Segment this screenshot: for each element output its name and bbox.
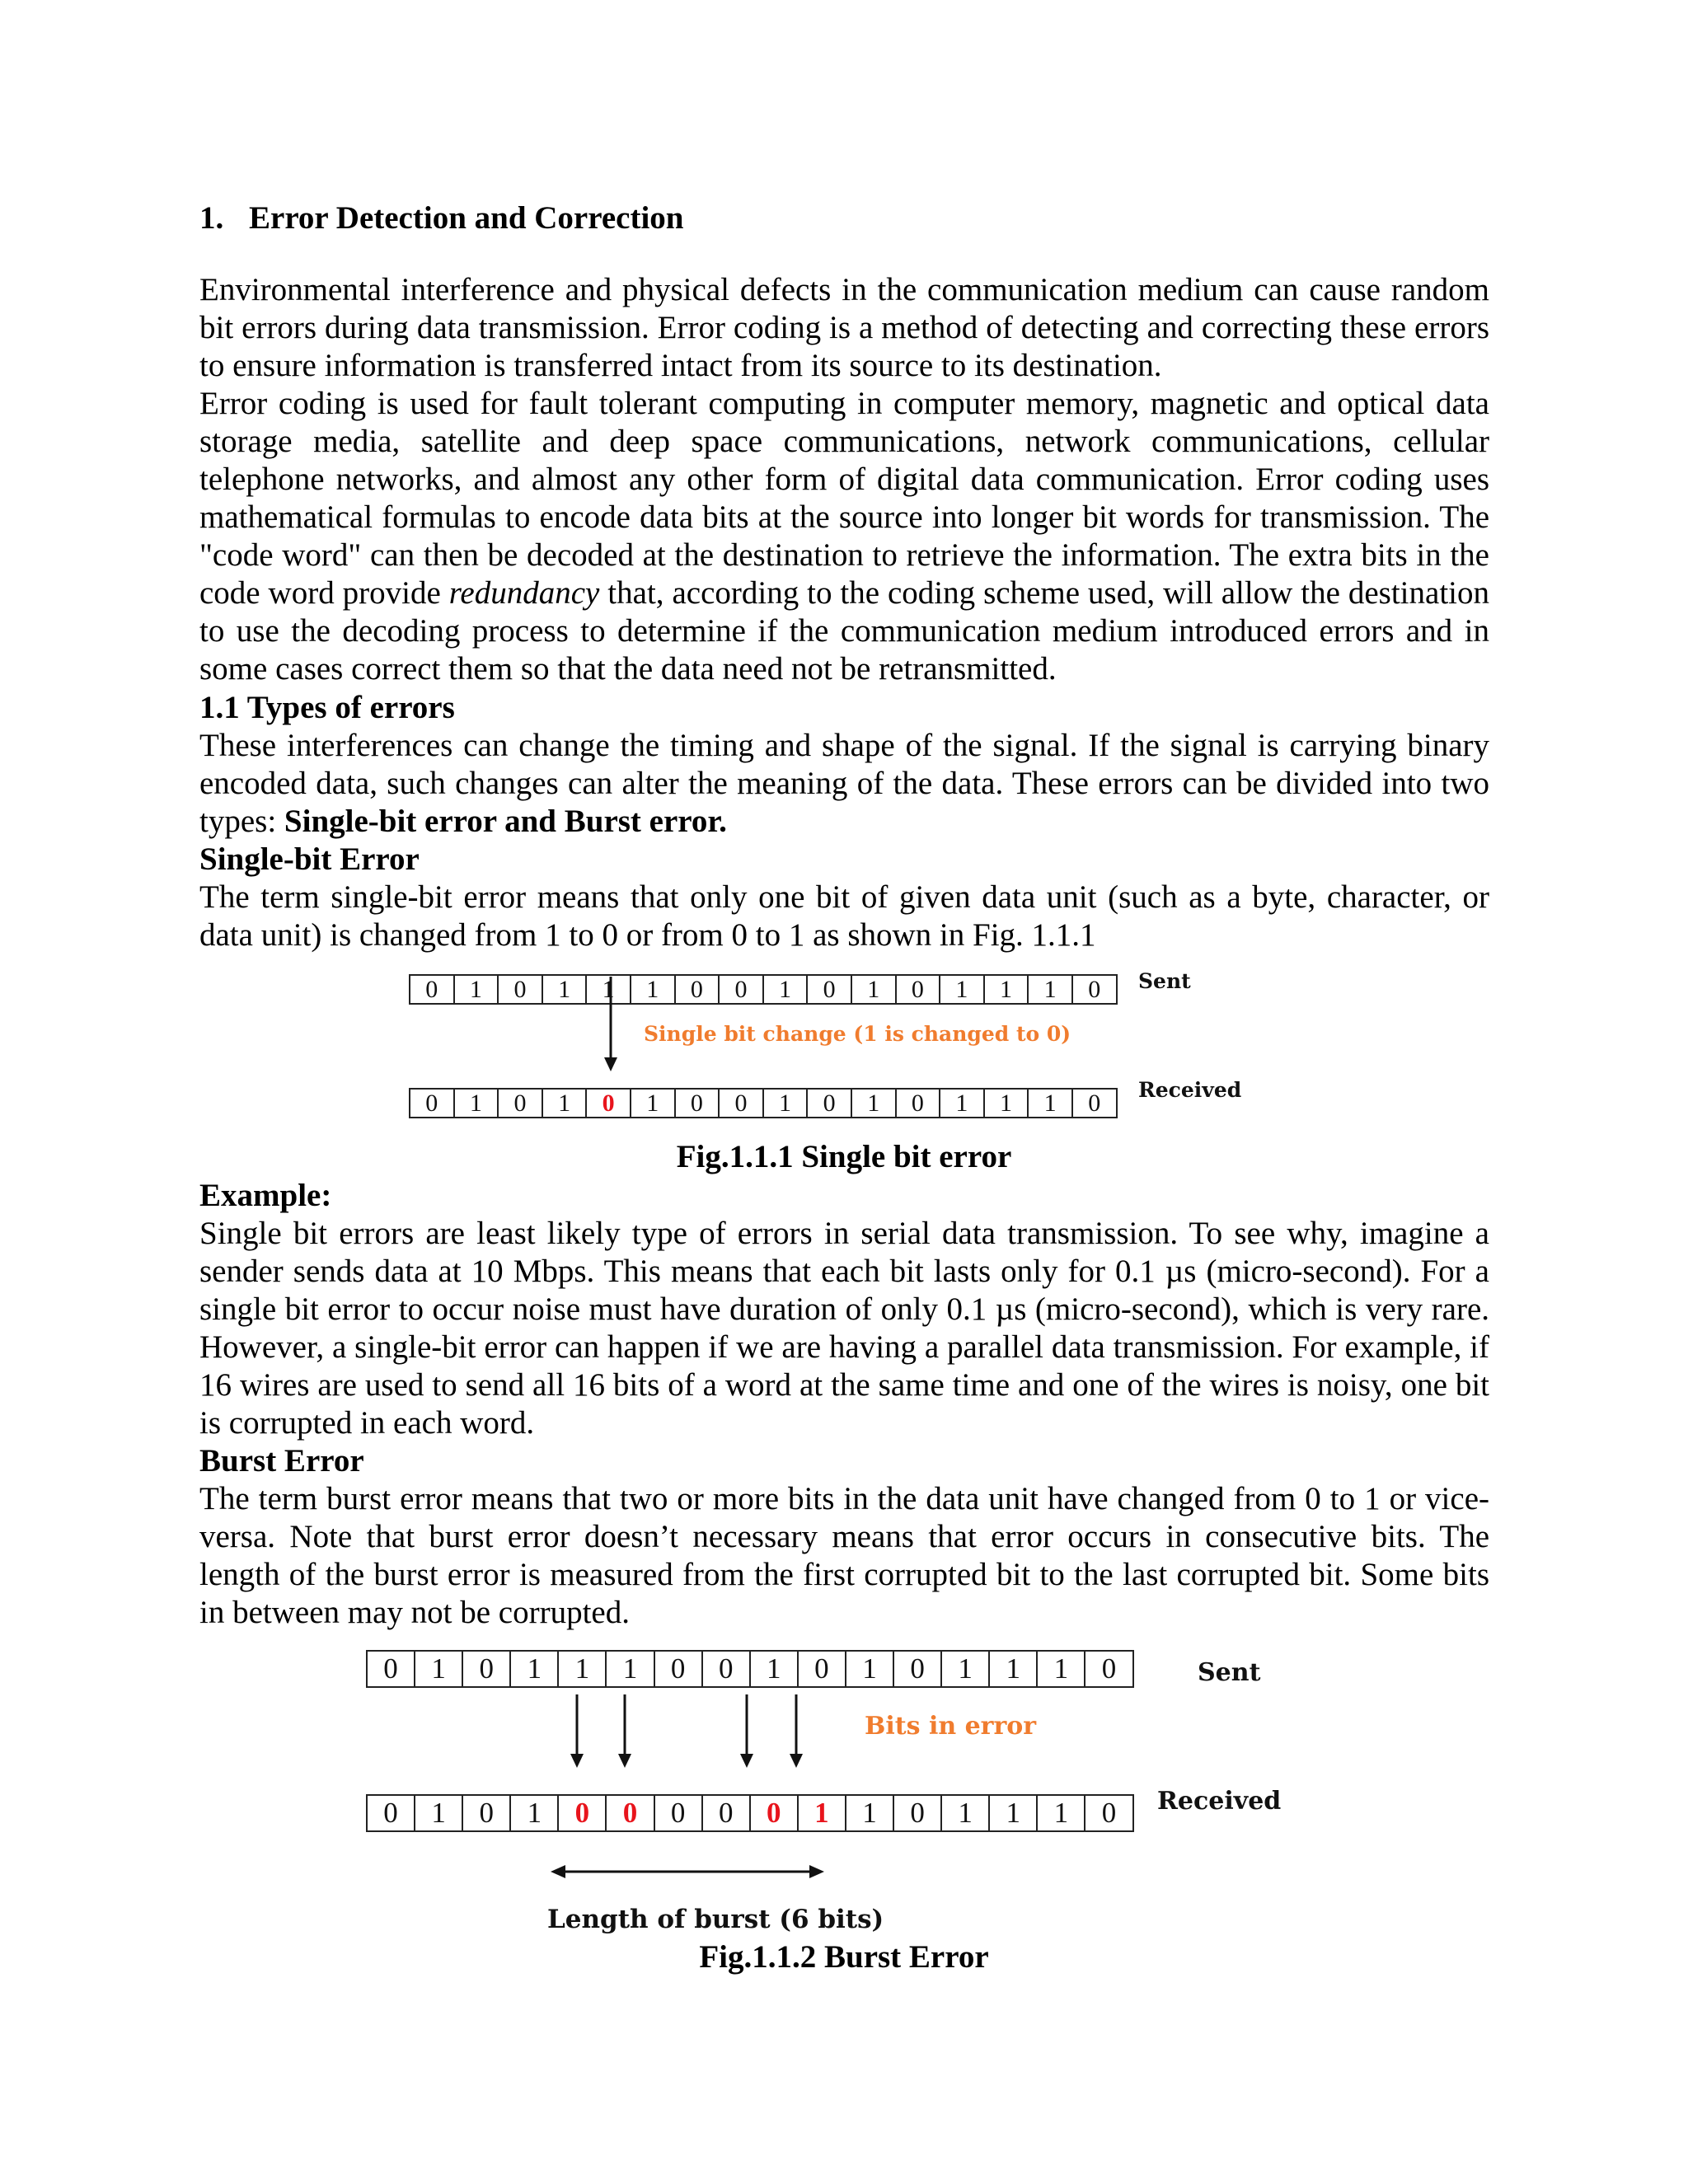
bit-cell: 0 xyxy=(897,1090,941,1117)
bit-cell: 0 xyxy=(720,1090,764,1117)
bit-cell: 1 xyxy=(764,976,809,1003)
bit-cell: 1 xyxy=(940,1090,985,1117)
bit-cell: 1 xyxy=(1029,976,1073,1003)
bit-cell: 1 xyxy=(942,1652,990,1686)
types-heading: 1.1 Types of errors xyxy=(199,690,455,725)
sent-label: Sent xyxy=(1138,969,1191,993)
intro-paragraph-1: Environmental interference and physical defects in the communication medium can cause random bit errors during data transmission. Error coding is a method of detecting and correcting these errors to ensure information is transferred intact from its source to its destination. xyxy=(199,272,1489,383)
single-bit-block xyxy=(199,879,1489,954)
bit-cell: 1 xyxy=(1038,1796,1085,1830)
bit-cell: 1 xyxy=(455,976,499,1003)
bit-cell: 1 xyxy=(1038,1652,1085,1686)
bit-cell: 0 xyxy=(587,1090,631,1117)
bit-cell: 1 xyxy=(543,976,588,1003)
burst-heading: Burst Error xyxy=(199,1443,364,1479)
types-block xyxy=(199,727,1489,841)
bit-cell: 0 xyxy=(410,976,455,1003)
redundancy-term: redundancy xyxy=(448,575,600,611)
types-bold: Single-bit error and Burst error. xyxy=(284,804,727,839)
bit-cell: 1 xyxy=(607,1652,654,1686)
bit-cell: 1 xyxy=(511,1652,559,1686)
burst-block xyxy=(199,1480,1489,1632)
bit-cell: 1 xyxy=(990,1652,1038,1686)
bit-cell: 1 xyxy=(415,1796,463,1830)
intro-p2-start: Error coding is used for fault tolerant computing in computer memory, magnetic and optical data storage media, satellite and deep space communications, network communications, cellular telephone networks, and almost any other form of digital data communication. Error coding uses mathematical formulas to encode data bits at the source into longer bit words for transmission. The "code word" can then be decoded at the destination to retrieve the information. The extra bits in the code word provide xyxy=(199,386,1489,611)
bit-cell: 1 xyxy=(852,1090,897,1117)
bit-cell: 1 xyxy=(631,976,676,1003)
intro-paragraph-2 xyxy=(199,385,1489,688)
bit-cell: 1 xyxy=(846,1652,894,1686)
bit-cell: 1 xyxy=(1029,1090,1073,1117)
bit-cell: 1 xyxy=(985,1090,1029,1117)
example-paragraph: Single bit errors are least likely type of errors in serial data transmission. To see why, imagine a sender sends data at 10 Mbps. This means that each bit lasts only for 0.1 µs (micro-second). For a single bit error to occur noise must have duration of only 0.1 µs (micro-second), which is very rare. However, a single-bit error can happen if we are having a parallel data transmission. For example, if 16 wires are used to send all 16 bits of a word at the same time and one of the wires is noisy, one bit is corrupted in each word. xyxy=(199,1216,1489,1441)
bit-cell: 0 xyxy=(607,1796,654,1830)
bit-cell: 0 xyxy=(808,1090,852,1117)
bit-cell: 0 xyxy=(1085,1796,1133,1830)
bit-cell: 1 xyxy=(764,1090,809,1117)
bit-cell: 1 xyxy=(415,1652,463,1686)
down-arrow-icon xyxy=(598,977,623,1076)
single-bit-paragraph: The term single-bit error means that only one bit of given data unit (such as a byte, character, or data unit) is changed from 1 to 0 or from 0 to 1 as shown in Fig. 1.1.1 xyxy=(199,879,1489,953)
intro-p2-end: that, according to the coding scheme used, will allow the destination to use the decoding process to determine if the communication medium introduced errors and in some cases correct them so that the data need not be retransmitted. xyxy=(199,575,1489,687)
bit-cell: 0 xyxy=(894,1796,942,1830)
received-label: Received xyxy=(1157,1787,1282,1816)
burst-length-label: Length of burst (6 bits) xyxy=(547,1905,884,1934)
figure-1-caption: Fig.1.1.1 Single bit error xyxy=(676,1139,1012,1174)
bit-cell: 0 xyxy=(703,1796,751,1830)
bit-cell: 0 xyxy=(463,1796,511,1830)
received-bit-row xyxy=(366,1794,1134,1832)
section-title: Error Detection and Correction xyxy=(249,200,684,236)
bit-cell: 0 xyxy=(897,976,941,1003)
intro-block xyxy=(199,271,1489,688)
bit-cell: 0 xyxy=(1073,976,1118,1003)
bit-cell: 0 xyxy=(499,976,543,1003)
sent-bit-row xyxy=(409,974,1118,1005)
sent-bit-row xyxy=(366,1650,1134,1688)
bit-cell: 1 xyxy=(942,1796,990,1830)
bit-cell: 0 xyxy=(894,1652,942,1686)
bit-cell: 1 xyxy=(799,1796,846,1830)
bit-cell: 0 xyxy=(368,1652,415,1686)
bit-cell: 0 xyxy=(808,976,852,1003)
bit-cell: 0 xyxy=(676,976,720,1003)
section-number: 1. xyxy=(199,200,224,236)
types-paragraph xyxy=(199,727,1489,841)
single-bit-heading: Single-bit Error xyxy=(199,841,420,877)
error-arrows-icon xyxy=(560,1690,824,1772)
section-heading xyxy=(199,199,683,237)
bit-cell: 1 xyxy=(985,976,1029,1003)
bits-in-error-label: Bits in error xyxy=(865,1712,1037,1741)
example-block xyxy=(199,1215,1489,1442)
bit-cell: 0 xyxy=(410,1090,455,1117)
bit-cell: 0 xyxy=(751,1796,799,1830)
bit-cell: 0 xyxy=(463,1652,511,1686)
bit-cell: 1 xyxy=(852,976,897,1003)
bit-cell: 1 xyxy=(559,1652,607,1686)
bit-cell: 0 xyxy=(368,1796,415,1830)
bit-cell: 1 xyxy=(543,1090,588,1117)
bit-cell: 1 xyxy=(990,1796,1038,1830)
sent-label: Sent xyxy=(1198,1658,1261,1687)
bit-cell: 1 xyxy=(455,1090,499,1117)
bit-cell: 1 xyxy=(587,976,631,1003)
types-text: These interferences can change the timing and shape of the signal. If the signal is carrying binary encoded data, such changes can alter the meaning of the data. These errors can be divided into two types: xyxy=(199,728,1489,839)
bit-cell: 0 xyxy=(655,1652,703,1686)
bit-cell: 0 xyxy=(720,976,764,1003)
figure-2-caption: Fig.1.1.2 Burst Error xyxy=(699,1939,989,1975)
bit-cell: 1 xyxy=(631,1090,676,1117)
bit-cell: 0 xyxy=(703,1652,751,1686)
bit-cell: 1 xyxy=(751,1652,799,1686)
received-bit-row xyxy=(409,1088,1118,1118)
bit-cell: 0 xyxy=(655,1796,703,1830)
single-bit-change-label: Single bit change (1 is changed to 0) xyxy=(644,1022,1071,1046)
example-heading: Example: xyxy=(199,1178,332,1213)
bit-cell: 1 xyxy=(940,976,985,1003)
bit-cell: 0 xyxy=(1073,1090,1118,1117)
bit-cell: 0 xyxy=(559,1796,607,1830)
bit-cell: 0 xyxy=(1085,1652,1133,1686)
burst-length-arrow-icon xyxy=(551,1861,824,1882)
bit-cell: 0 xyxy=(499,1090,543,1117)
bit-cell: 1 xyxy=(511,1796,559,1830)
bit-cell: 1 xyxy=(846,1796,894,1830)
burst-paragraph: The term burst error means that two or more bits in the data unit have changed from 0 to 1 or vice-versa. Note that burst error doesn’t necessary means that error occurs in consecutive bits. The length of the burst error is measured from the first corrupted bit to the last corrupted bit. Some bits in between may not be corrupted. xyxy=(199,1481,1489,1630)
bit-cell: 0 xyxy=(676,1090,720,1117)
received-label: Received xyxy=(1138,1078,1242,1102)
bit-cell: 0 xyxy=(799,1652,846,1686)
